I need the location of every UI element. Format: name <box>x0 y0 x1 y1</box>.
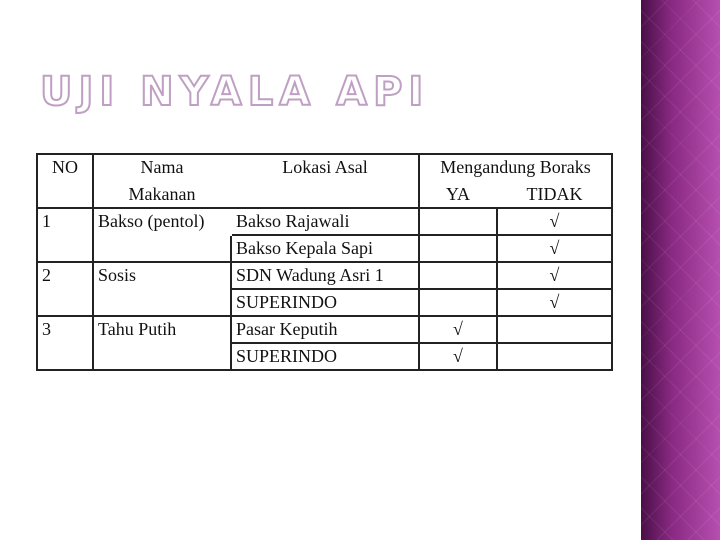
cell-lokasi: Pasar Keputih <box>231 316 419 343</box>
cell-tidak <box>497 316 612 343</box>
cell-nama: Bakso (pentol) <box>93 208 231 235</box>
cell-tidak: √ <box>497 289 612 316</box>
cell-nama: Sosis <box>93 262 231 289</box>
cell-lokasi: SUPERINDO <box>231 289 419 316</box>
table-header-row <box>37 154 612 181</box>
boraks-test-table <box>36 153 613 371</box>
header-lokasi-cont <box>231 181 419 208</box>
header-nama-line1: Nama <box>93 154 231 181</box>
cell-no: 3 <box>37 316 93 343</box>
header-tidak: TIDAK <box>497 181 612 208</box>
cell-nama <box>93 343 231 370</box>
header-lokasi: Lokasi Asal <box>231 154 419 181</box>
cell-nama <box>93 289 231 316</box>
cell-no <box>37 235 93 262</box>
header-ya: YA <box>419 181 497 208</box>
cell-tidak: √ <box>497 262 612 289</box>
cell-nama <box>93 235 231 262</box>
cell-tidak: √ <box>497 235 612 262</box>
table-row <box>37 316 612 343</box>
header-no: NO <box>37 154 93 181</box>
cell-ya: √ <box>419 343 497 370</box>
header-no-cont <box>37 181 93 208</box>
header-boraks: Mengandung Boraks <box>419 154 612 181</box>
table-header-row-2 <box>37 181 612 208</box>
cell-no <box>37 289 93 316</box>
cell-lokasi: Bakso Rajawali <box>231 208 419 235</box>
decorative-side-band <box>641 0 720 540</box>
cell-no: 2 <box>37 262 93 289</box>
cell-nama: Tahu Putih <box>93 316 231 343</box>
cell-ya <box>419 262 497 289</box>
table-row <box>37 235 612 262</box>
header-nama-line2: Makanan <box>93 181 231 208</box>
cell-no <box>37 343 93 370</box>
cell-ya <box>419 208 497 235</box>
cell-ya <box>419 235 497 262</box>
cell-no: 1 <box>37 208 93 235</box>
table-row <box>37 208 612 235</box>
table-row <box>37 262 612 289</box>
cell-lokasi: SDN Wadung Asri 1 <box>231 262 419 289</box>
table-row <box>37 289 612 316</box>
cell-lokasi: SUPERINDO <box>231 343 419 370</box>
cell-lokasi: Bakso Kepala Sapi <box>231 235 419 262</box>
cell-tidak <box>497 343 612 370</box>
cell-ya: √ <box>419 316 497 343</box>
cell-ya <box>419 289 497 316</box>
cell-tidak: √ <box>497 208 612 235</box>
table-row <box>37 343 612 370</box>
slide-title: UJI NYALA API <box>40 69 430 115</box>
